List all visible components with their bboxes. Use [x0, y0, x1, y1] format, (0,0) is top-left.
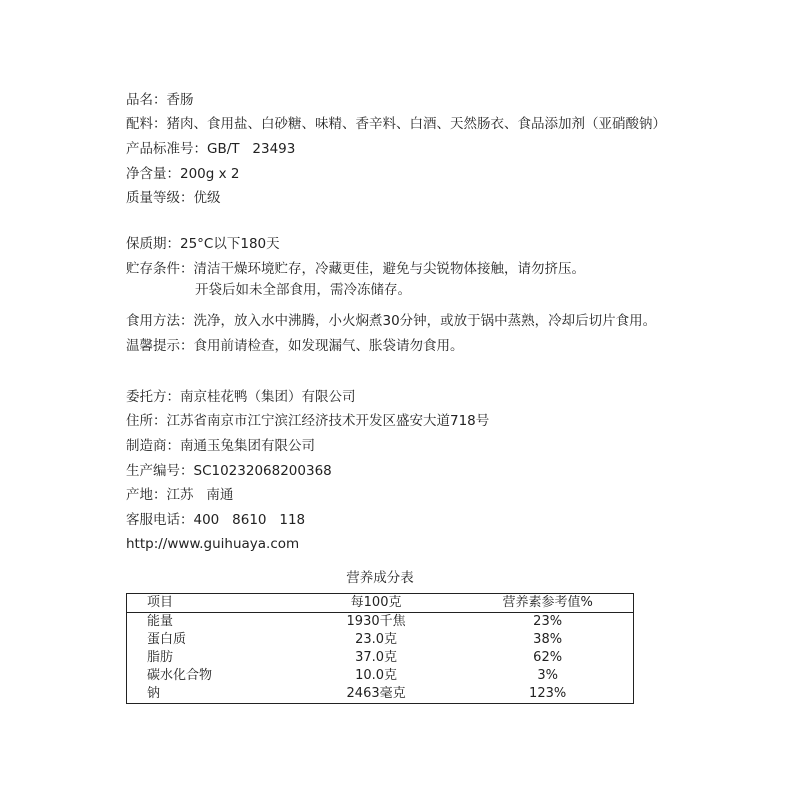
- origin-label: 产地：: [126, 487, 167, 503]
- nutrition-header-nrv: 营养素参考值%: [462, 594, 633, 613]
- table-row: [127, 685, 634, 704]
- production-license-label: 生产编号：: [126, 463, 194, 479]
- address-value: 江苏省南京市江宁滨江经济技术开发区盛安大道718号: [166, 413, 490, 429]
- manufacturer: [126, 437, 315, 455]
- quality-grade-label: 质量等级：: [126, 190, 194, 206]
- usage-method: [126, 312, 656, 330]
- client-label: 委托方：: [126, 389, 180, 405]
- storage-conditions-label: 贮存条件：: [126, 261, 194, 277]
- nutrient-amount: 10.0克: [355, 668, 398, 683]
- table-row: [127, 613, 634, 632]
- nutrient-nrv: 38%: [533, 632, 563, 647]
- website: http://www.guihuaya.com: [126, 536, 300, 552]
- nutrient-nrv: 3%: [537, 668, 558, 683]
- nutrition-header-row: [127, 594, 634, 613]
- table-row: [127, 631, 634, 649]
- nutrient-amount: 1930千焦: [346, 614, 406, 629]
- shelf-life-label: 保质期：: [126, 236, 180, 252]
- service-phone-value: 400 8610 118: [193, 512, 306, 528]
- nutrition-table: [126, 593, 634, 704]
- nutrient-nrv: 123%: [529, 686, 567, 701]
- nutrient-name: 能量: [147, 614, 174, 629]
- product-name-value: 香肠: [166, 92, 194, 108]
- product-name-label: 品名：: [126, 92, 167, 108]
- net-content-value: 200g x 2: [180, 166, 240, 182]
- nutrition-table-title: 营养成分表: [346, 570, 414, 586]
- table-row: [127, 649, 634, 667]
- client: [126, 388, 356, 406]
- storage-conditions-continued: 开袋后如未全部食用，需冷冻储存。: [195, 282, 411, 298]
- usage-method-label: 食用方法：: [126, 313, 194, 329]
- table-row: [127, 667, 634, 685]
- manufacturer-value: 南通玉兔集团有限公司: [180, 438, 315, 454]
- nutrient-nrv: 23%: [533, 614, 563, 629]
- net-content: [126, 165, 240, 183]
- product-standard-label: 产品标准号：: [126, 141, 207, 157]
- client-value: 南京桂花鸭（集团）有限公司: [180, 389, 356, 405]
- nutrient-nrv: 62%: [533, 650, 563, 665]
- nutrition-header-per100g: 每100克: [290, 594, 462, 613]
- address: [126, 412, 489, 430]
- nutrition-header-item: 项目: [127, 594, 290, 613]
- usage-method-value: 洗净，放入水中沸腾，小火焖煮30分钟，或放于锅中蒸熟，冷却后切片食用。: [193, 313, 657, 329]
- origin: [126, 486, 233, 504]
- production-license: [126, 462, 332, 480]
- nutrient-amount: 2463毫克: [346, 686, 406, 701]
- product-name: [126, 91, 194, 109]
- storage-conditions: [126, 260, 585, 278]
- origin-value: 江苏 南通: [166, 487, 234, 503]
- warm-tips-value: 食用前请检查，如发现漏气、胀袋请勿食用。: [193, 338, 464, 354]
- nutrient-name: 蛋白质: [147, 632, 187, 647]
- production-license-value: SC10232068200368: [193, 463, 332, 479]
- ingredients-label: 配料：: [126, 116, 167, 132]
- nutrient-amount: 23.0克: [355, 632, 398, 647]
- nutrient-name: 钠: [147, 686, 161, 701]
- address-label: 住所：: [126, 413, 167, 429]
- shelf-life-value: 25°C以下180天: [180, 236, 280, 252]
- shelf-life: [126, 235, 280, 253]
- manufacturer-label: 制造商：: [126, 438, 180, 454]
- service-phone-label: 客服电话：: [126, 512, 194, 528]
- net-content-label: 净含量：: [126, 166, 180, 182]
- ingredients: [126, 115, 666, 133]
- product-standard-value: GB/T 23493: [207, 141, 296, 157]
- quality-grade: [126, 189, 221, 207]
- nutrient-name: 碳水化合物: [147, 668, 213, 683]
- ingredients-value: 猪肉、食用盐、白砂糖、味精、香辛料、白酒、天然肠衣、食品添加剂（亚硝酸钠）: [166, 116, 666, 132]
- warm-tips: [126, 337, 464, 355]
- nutrient-name: 脂肪: [147, 650, 174, 665]
- warm-tips-label: 温馨提示：: [126, 338, 194, 354]
- product-standard: [126, 140, 295, 158]
- service-phone: [126, 511, 305, 529]
- nutrient-amount: 37.0克: [355, 650, 398, 665]
- storage-conditions-value: 清洁干燥环境贮存，冷藏更佳，避免与尖锐物体接触，请勿挤压。: [193, 261, 585, 277]
- quality-grade-value: 优级: [193, 190, 221, 206]
